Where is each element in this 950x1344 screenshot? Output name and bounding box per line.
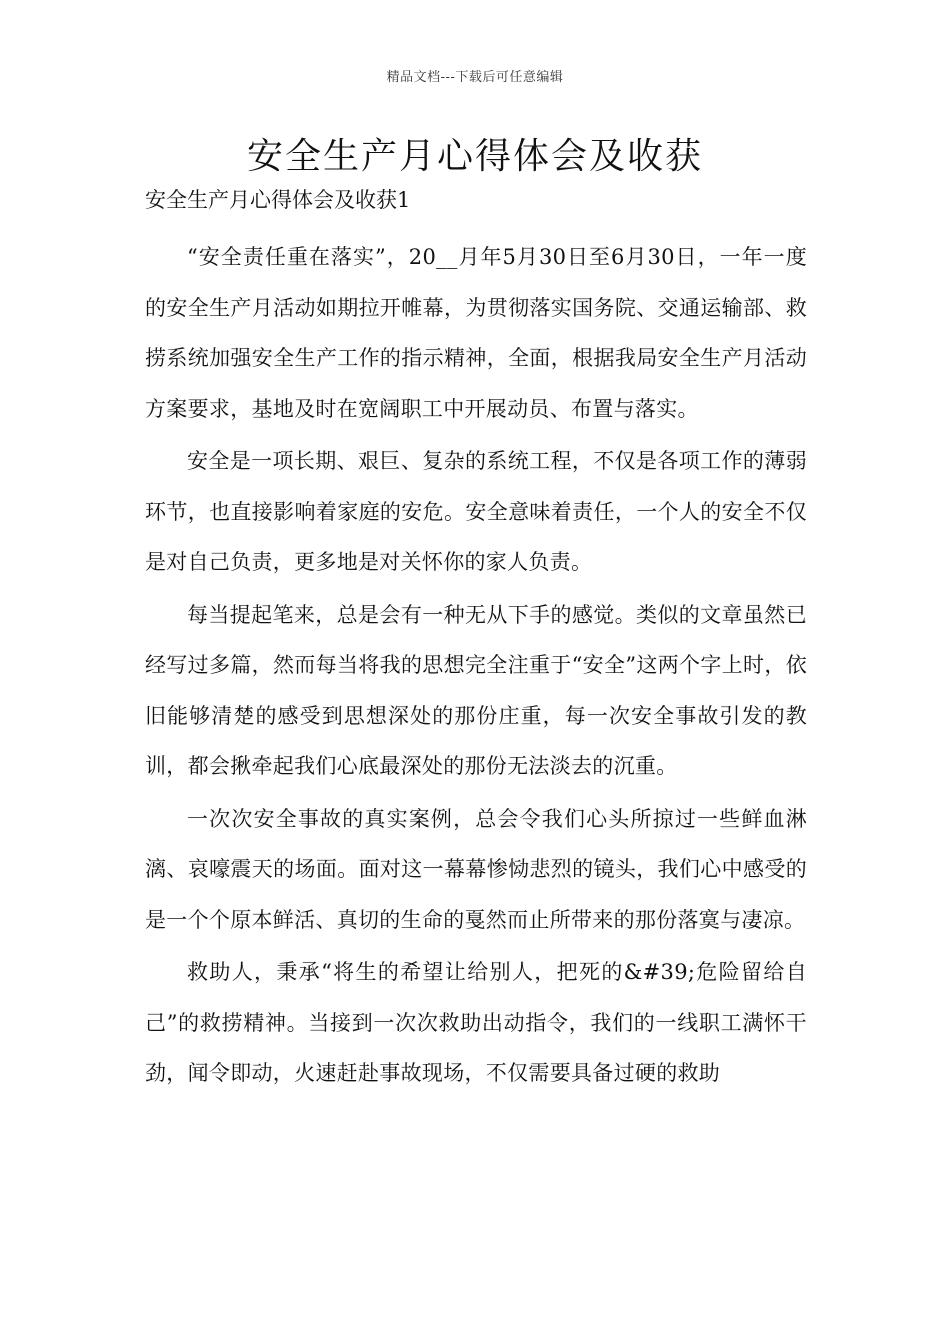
document-title: 安全生产月心得体会及收获 <box>246 136 703 177</box>
header-note: 精品文档---下载后可任意编辑 <box>386 70 564 85</box>
paragraph: 安全是一项长期、艰巨、复杂的系统工程，不仅是各项工作的薄弱环节，也直接影响着家庭的安危。安全意味着责任，一个人的安全不仅是对自己负责，更多地是对关怀你的家人负责。 <box>145 449 807 574</box>
section-subtitle: 安全生产月心得体会及收获1 <box>145 188 411 212</box>
paragraph: “安全责任重在落实”，20__月年5月30日至6月30日，一年一度的安全生产月活动如期拉开帷幕，为贯彻落实国务院、交通运输部、救捞系统加强安全生产工作的指示精神，全面，根据我局安全生产月活动方案要求，基地及时在宽阔职工中开展动员、布置与落实。 <box>145 245 807 421</box>
paragraph: 救助人，秉承“将生的希望让给别人，把死的&#39;危险留给自己”的救捞精神。当接到一次次救助出动指令，我们的一线职工满怀干劲，闻令即动，火速赶赴事故现场，不仅需要具备过硬的救助 <box>145 960 807 1085</box>
paragraph: 每当提起笔来，总是会有一种无从下手的感觉。类似的文章虽然已经写过多篇，然而每当将我的思想完全注重于“安全”这两个字上时，依旧能够清楚的感受到思想深处的那份庄重，每一次安全事故引发的教训，都会揪牵起我们心底最深处的那份无法淡去的沉重。 <box>145 602 807 778</box>
document-body <box>145 232 807 1101</box>
paragraph: 一次次安全事故的真实案例，总会令我们心头所掠过一些鲜血淋漓、哀嚎震天的场面。面对这一幕幕惨恸悲烈的镜头，我们心中感受的是一个个原本鲜活、真切的生命的戛然而止所带来的那份落寞与凄凉。 <box>145 806 807 932</box>
